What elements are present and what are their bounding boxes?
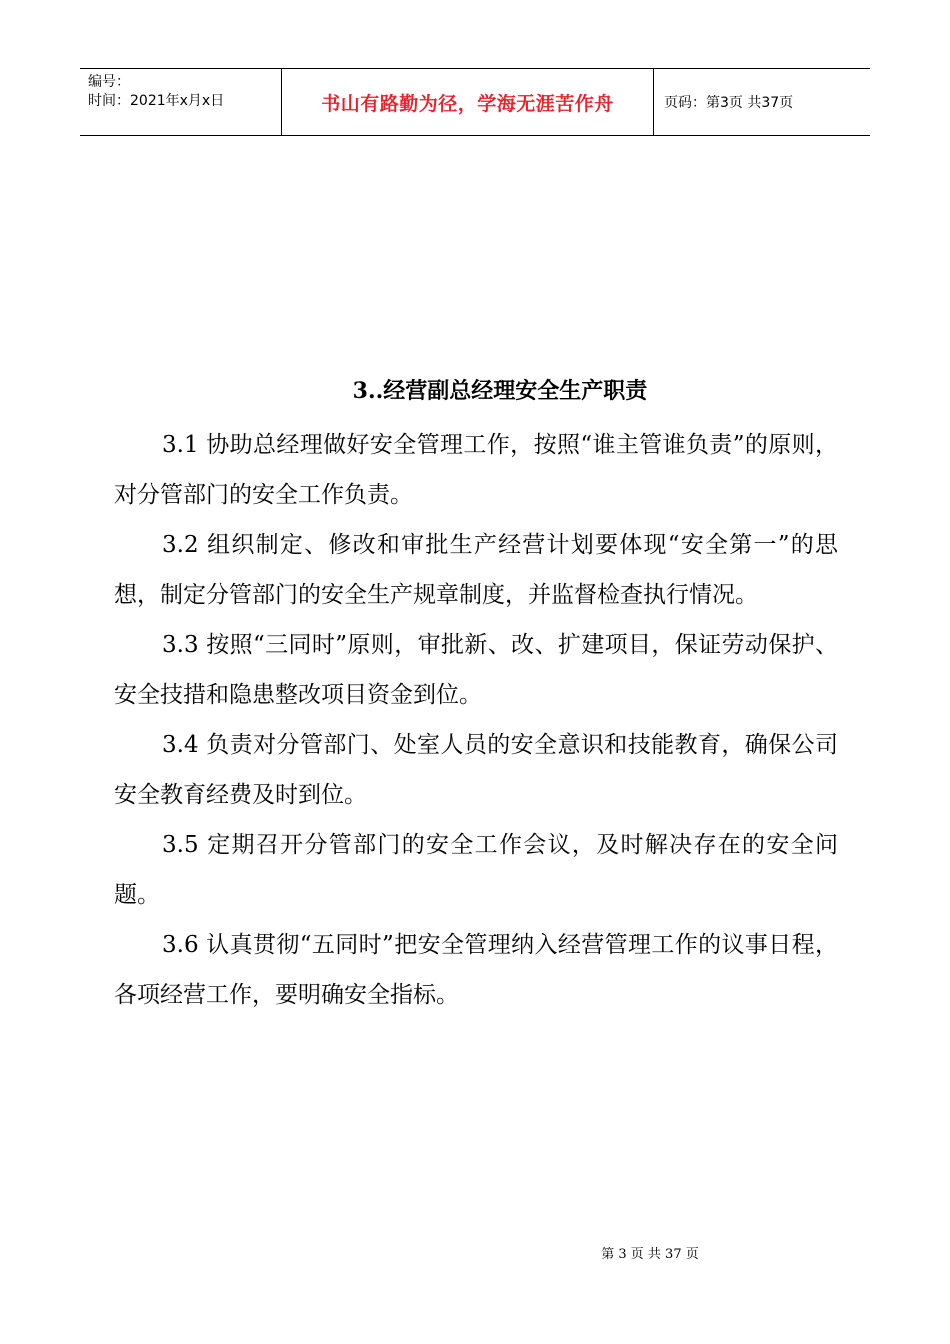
paragraph-3-4: 3.4 负责对分管部门、处室人员的安全意识和技能教育，确保公司安全教育经费及时到位。 (114, 732, 838, 808)
header-meta-cell (80, 69, 282, 135)
document-date-label: 时间：2021年x月x日 (88, 93, 225, 109)
document-number-label: 编号： (88, 74, 130, 90)
section-body (114, 420, 838, 1020)
header-motto: 书山有路勤为径，学海无涯苦作舟 (282, 69, 654, 135)
paragraph-3-1: 3.1 协助总经理做好安全管理工作，按照“谁主管谁负责”的原则，对分管部门的安全工作负责。 (114, 432, 838, 508)
paragraph-3-2: 3.2 组织制定、修改和审批生产经营计划要体现“安全第一”的思想，制定分管部门的安全生产规章制度，并监督检查执行情况。 (114, 532, 838, 608)
page-footer: 第 3 页 共 37 页 (601, 1247, 699, 1262)
paragraph-3-3: 3.3 按照“三同时”原则，审批新、改、扩建项目，保证劳动保护、安全技措和隐患整改项目资金到位。 (114, 632, 838, 708)
paragraph-3-5: 3.5 定期召开分管部门的安全工作会议，及时解决存在的安全问题。 (114, 832, 838, 908)
paragraph-3-6: 3.6 认真贯彻“五同时”把安全管理纳入经营管理工作的议事日程，各项经营工作，要明确安全指标。 (114, 932, 838, 1008)
section-title: 3..经营副总经理安全生产职责 (352, 378, 648, 404)
header-page-info: 页码：第3页 共37页 (664, 95, 794, 111)
page-header (80, 68, 870, 136)
